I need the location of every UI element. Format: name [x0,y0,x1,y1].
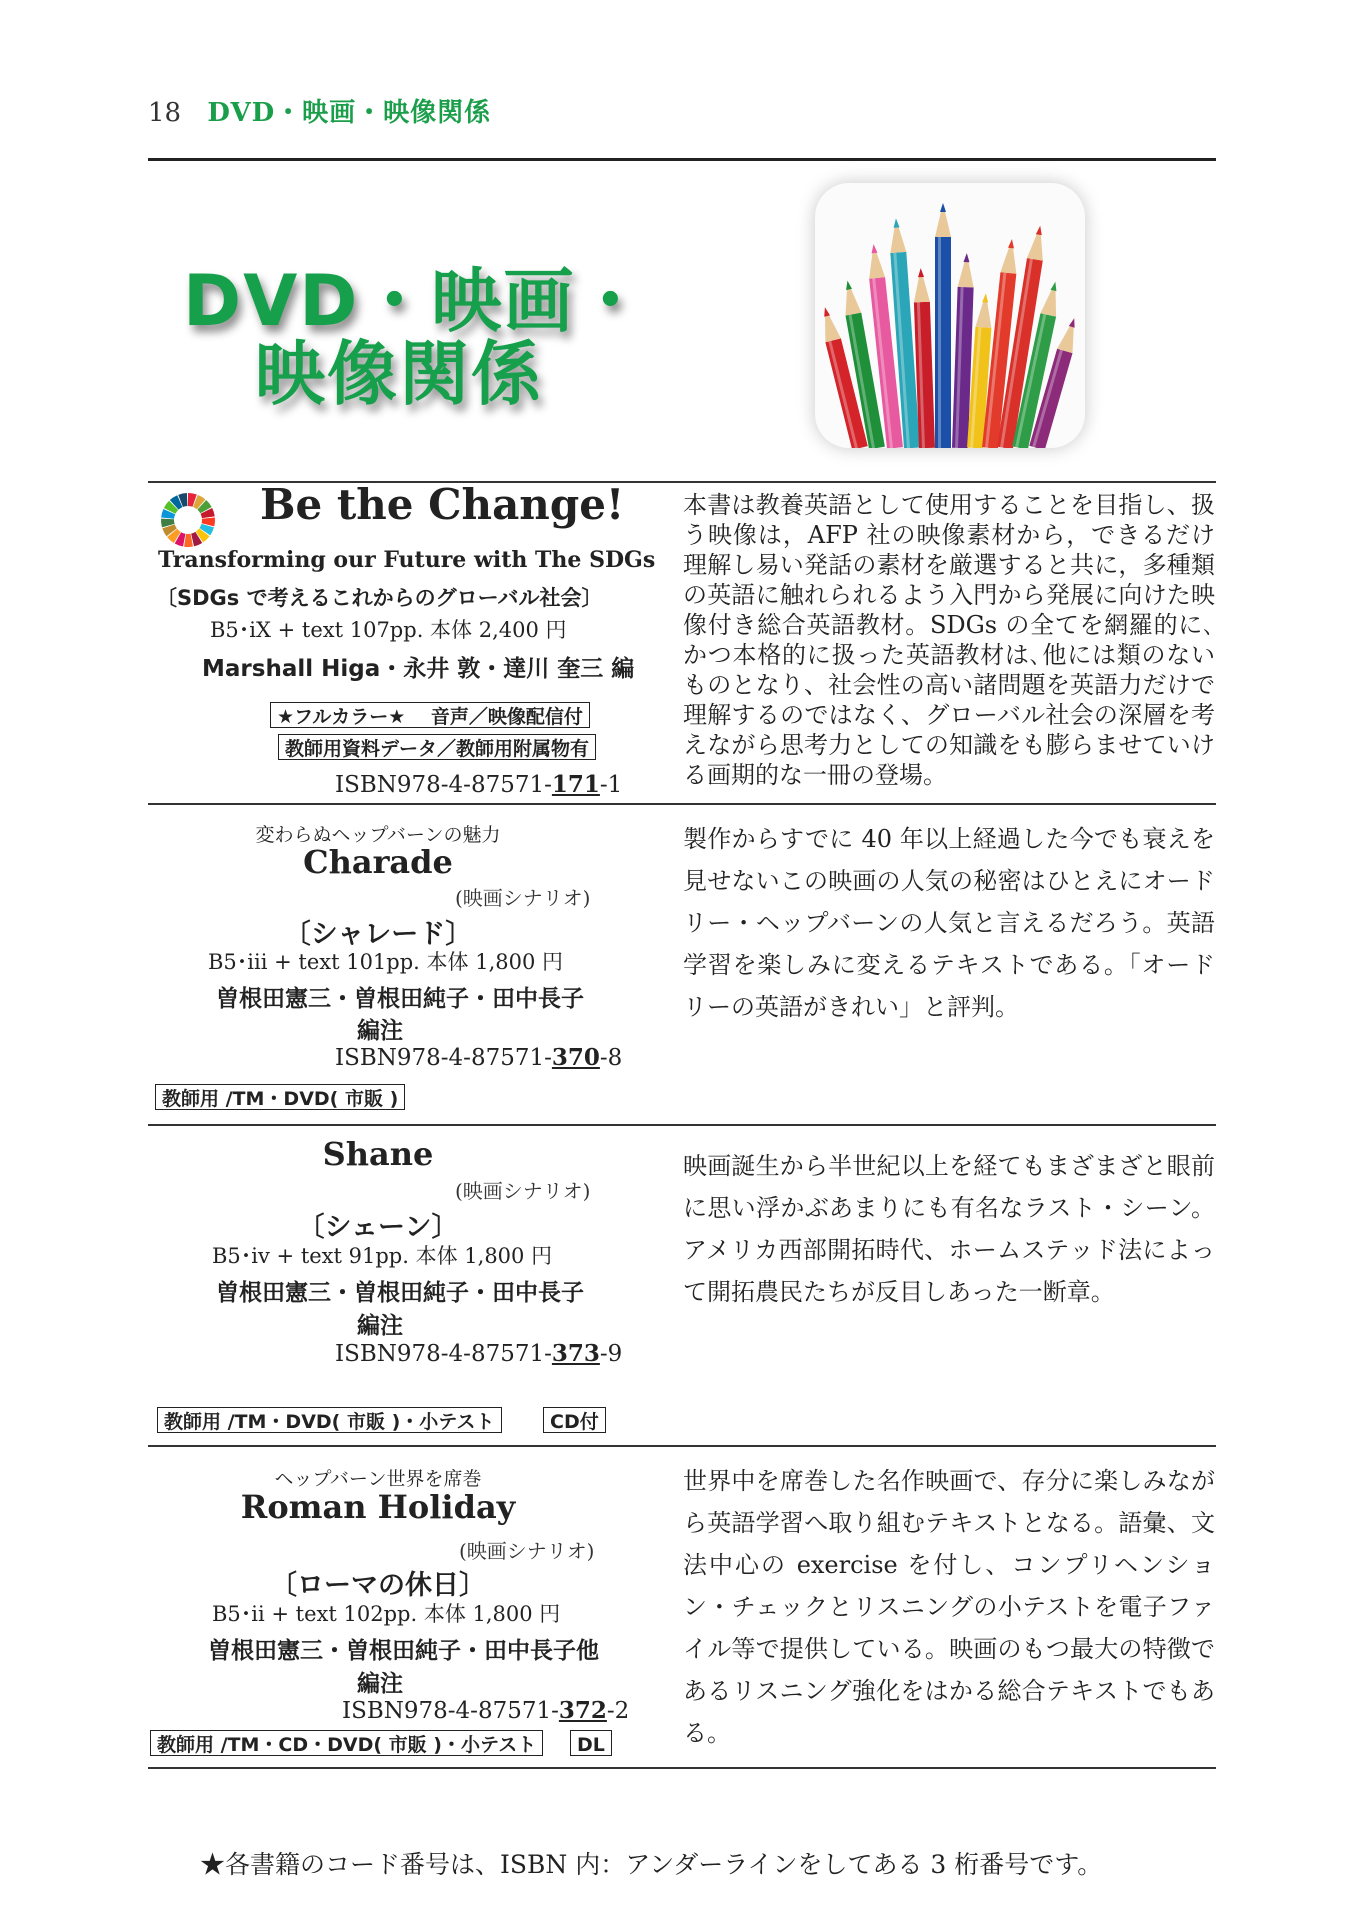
feature-tag: 教師用 /TM・CD・DVD( 市販 )・小テスト [150,1730,543,1756]
book-authors-role: 編注 [357,1313,403,1339]
book-authors: 曽根田憲三・曽根田純子・田中長子他 [208,1638,599,1664]
book-authors: 曽根田憲三・曽根田純子・田中長子 [216,1280,584,1306]
feature-tag: CD付 [543,1407,606,1433]
header-rule [148,158,1216,161]
isbn-code: 370 [551,1044,600,1071]
section-title: DVD・映画・映像関係 [207,98,492,128]
isbn-code: 372 [558,1697,607,1724]
book-authors-role: 編注 [357,1671,403,1697]
book-subtitle: Transforming our Future with The SDGs [158,547,656,573]
book-spec: B5･iii + text 101pp. 本体 1,800 円 [208,950,564,974]
book-jp-title: 〔シェーン〕 [297,1212,459,1243]
isbn: ISBN978-4-87571-171-1 [335,771,623,798]
feature-tag: DL [570,1730,612,1756]
book-authors-role: 編注 [357,1018,403,1044]
isbn: ISBN978-4-87571-373-9 [335,1340,623,1367]
book-spec: B5･iX + text 107pp. 本体 2,400 円 [210,618,567,642]
book-title: Roman Holiday [240,1488,516,1526]
book-description: 世界中を席巻した名作映画で、存分に楽しみながら英語学習へ取り組むテキストとなる。語彙、文法中心の exercise を付し、コンプリヘンション・チェックとリスニングの小テストを電子ファイル等で提供している。映画のもつ最大の特徴であるリスニング強化をはかる総合テキストでもある。 [683,1467,1215,1747]
isbn-code: 171 [551,771,600,798]
feature-tag: 教師用 /TM・DVD( 市販 ) [155,1084,405,1110]
book-catchphrase: ヘップバーン世界を席巻 [274,1468,482,1490]
page-number: 18 [148,98,182,128]
isbn: ISBN978-4-87571-370-8 [335,1044,623,1071]
section-divider [148,803,1216,805]
book-catchphrase: 変わらぬヘップバーンの魅力 [255,824,501,846]
feature-tag: 教師用資料データ／教師用附属物有 [278,734,596,760]
book-description: 本書は教養英語として使用することを目指し、扱う映像は，AFP 社の映像素材から，できるだけ理解し易い発話の素材を厳選すると共に，多種類の英語に触れられるよう入門から発展に向けた映像付き総合英語教材。SDGs の全てを網羅的に､かつ本格的に扱った英語教材は､他には類のないものとなり、社会性の高い諸問題を英語力だけで理解するのではなく、グローバル社会の深層を考えながら思考力としての知識をも膨らませていける画期的な一冊の登場。 [683,491,1215,789]
section-divider [148,1445,1216,1447]
book-title: Charade [303,843,453,881]
feature-tag: ★フルカラー★ 音声／映像配信付 [270,702,590,728]
book-jp-title: 〔SDGs で考えるこれからのグローバル社会〕 [156,586,603,610]
section-divider [148,1124,1216,1126]
book-title: Be the Change! [260,480,625,529]
book-jp-title: 〔ローマの休日〕 [270,1570,486,1601]
book-description: 映画誕生から半世紀以上を経てもまざまざと眼前に思い浮かぶあまりにも有名なラスト・シーン。アメリカ西部開拓時代、ホームステッド法によって開拓農民たちが反目しあった一断章。 [683,1152,1215,1306]
isbn-code: 373 [551,1340,600,1367]
hero-title-line2: 映像関係 [255,333,543,415]
book-jp-title: 〔シャレード〕 [283,919,473,950]
page-header [148,92,491,129]
book-genre: (映画シナリオ) [455,886,591,910]
feature-tag: 教師用 /TM・DVD( 市販 )・小テスト [157,1407,502,1433]
book-spec: B5･iv + text 91pp. 本体 1,800 円 [212,1244,553,1268]
book-genre: (映画シナリオ) [455,1179,591,1203]
book-title: Shane [322,1135,434,1173]
book-description: 製作からすでに 40 年以上経過した今でも衰えを見せないこの映画の人気の秘密はひとえにオードリー・ヘップバーンの人気と言えるだろう。英語学習を楽しみに変えるテキストである。「オードリーの英語がきれい」と評判。 [683,825,1215,1021]
isbn: ISBN978-4-87571-372-2 [342,1697,630,1724]
book-authors: Marshall Higa・永井 敦・達川 奎三 編 [202,656,635,682]
book-spec: B5･ii + text 102pp. 本体 1,800 円 [212,1602,561,1626]
sdgs-wheel-icon [160,492,216,552]
book-genre: (映画シナリオ) [459,1539,595,1563]
section-divider [148,1767,1216,1769]
colored-pencils-image [815,183,1085,448]
footer-note: ★各書籍のコード番号は、ISBN 内：アンダーラインをしてある 3 桁番号です。 [200,1850,1103,1879]
hero-title-line1: DVD・映画・ [183,260,648,342]
book-authors: 曽根田憲三・曽根田純子・田中長子 [216,986,584,1012]
